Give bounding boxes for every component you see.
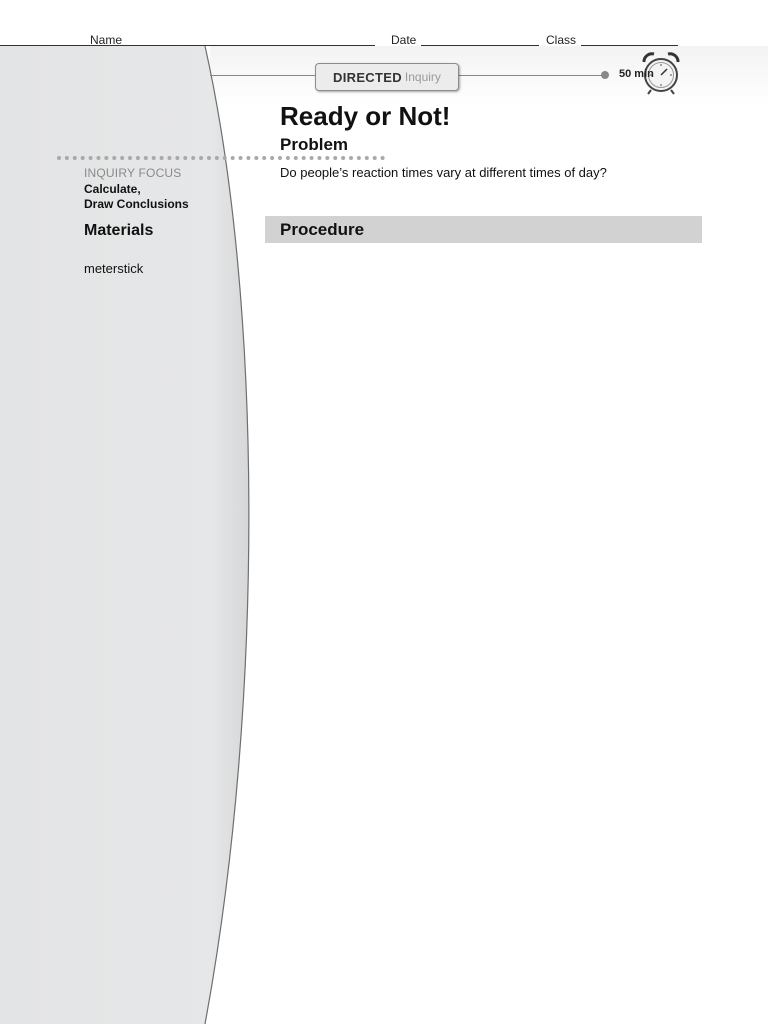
section-divider [57,156,385,160]
materials-heading: Materials [84,222,154,239]
materials-item: meterstick [84,261,144,276]
name-label: Name [90,33,123,47]
class-field-line[interactable] [581,45,678,46]
name-field-line[interactable] [0,45,375,46]
badge-strong-text: DIRECTED [333,69,402,85]
inquiry-focus-item: Calculate, [84,182,141,196]
inquiry-type-badge [315,63,459,91]
badge-light-text: Inquiry [404,70,441,84]
lab-title: Ready or Not! [280,101,451,131]
procedure-heading: Procedure [280,220,365,239]
problem-heading: Problem [280,135,349,154]
inquiry-focus-label: INQUIRY FOCUS [84,166,182,180]
problem-question: Do people’s reaction times vary at different times of day? [280,165,607,180]
timer-dot [601,71,609,79]
time-estimate: 50 min [619,68,654,80]
date-field-line[interactable] [421,45,539,46]
date-label: Date [391,33,417,47]
class-label: Class [546,33,577,47]
inquiry-focus-item: Draw Conclusions [84,197,189,211]
procedure-section-bar [265,216,702,243]
